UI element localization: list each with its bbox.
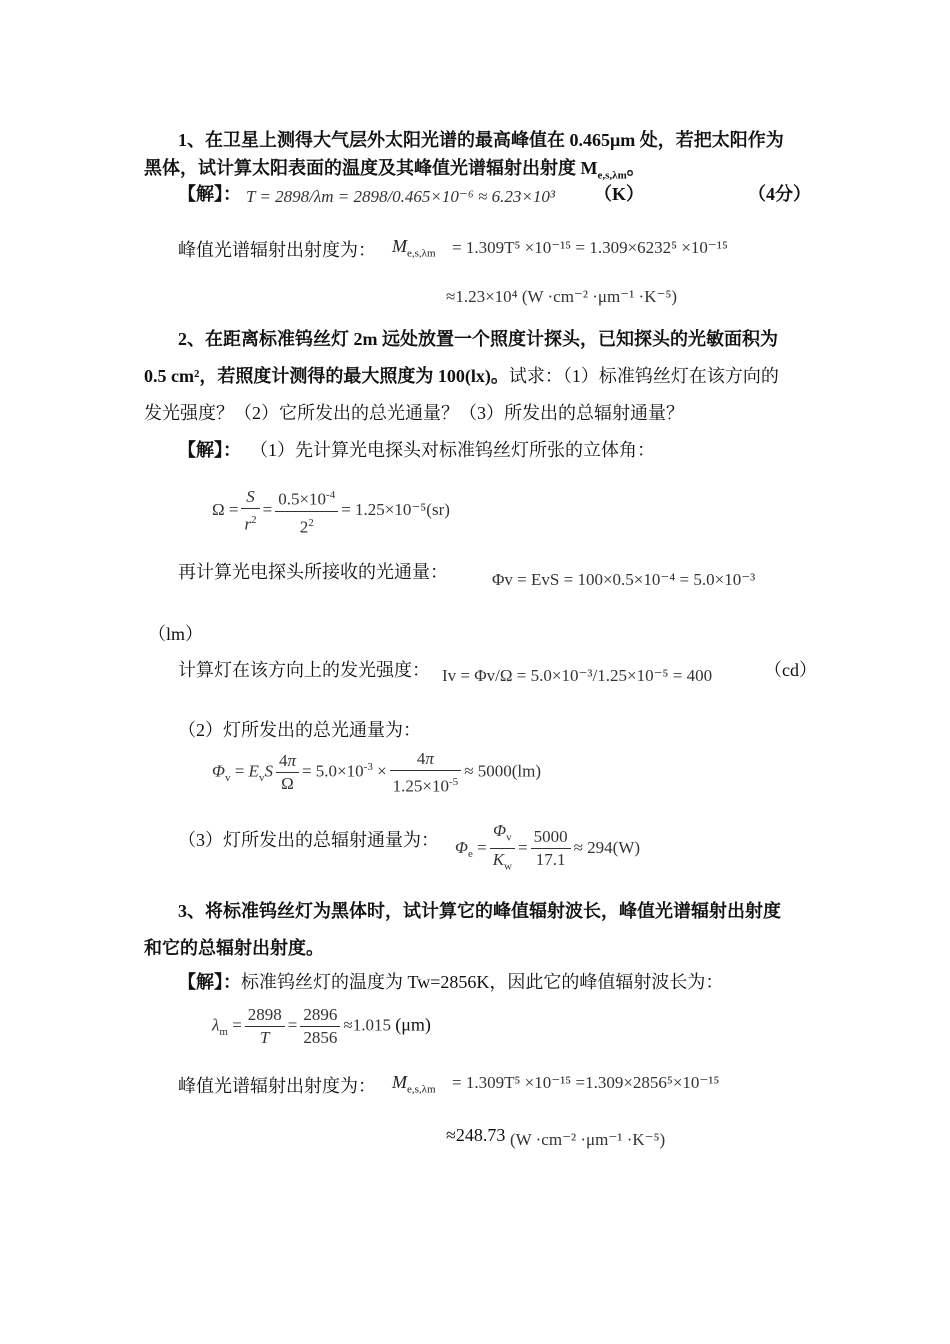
problem2-total-flux-result: ≈ 5000(lm)	[464, 761, 542, 781]
problem1-question-line1: 1、在卫星上测得大气层外太阳光谱的最高峰值在 0.465μm 处，若把太阳作为	[178, 130, 784, 150]
problem3-wavelength-result: ≈1.015	[343, 1015, 391, 1035]
problem3-peak-result: ≈248.73	[446, 1125, 506, 1145]
problem1-peak-equation: = 1.309T⁵ ×10⁻¹⁵ = 1.309×6232⁵ ×10⁻¹⁵	[452, 238, 728, 257]
problem2-step2: （2）灯所发出的总光通量为：	[178, 720, 421, 740]
problem2-intensity-label: 计算灯在该方向上的发光强度：	[178, 660, 430, 680]
problem3-peak-equation: = 1.309T⁵ ×10⁻¹⁵ =1.309×2856⁵×10⁻¹⁵	[452, 1073, 720, 1092]
problem2-jie: 【解】：	[178, 440, 241, 460]
problem3-wavelength-unit: (μm)	[395, 1014, 431, 1035]
problem3-question-line1: 3、将标准钨丝灯为黑体时，试计算它的峰值辐射波长，峰值光谱辐射出射度	[178, 901, 781, 921]
problem1-score: （4分）	[748, 184, 811, 204]
problem3-jie: 【解】：	[178, 972, 241, 992]
problem3-wavelength-equation: $\lambda_m$ = $\frac{2898}{T}$ = $\frac{2896}{2856}$ ≈1.015 (μm)	[212, 1005, 431, 1047]
problem1-question-line2	[144, 154, 645, 182]
problem1-peak-label: 峰值光谱辐射出射度为：	[178, 240, 376, 260]
problem3-temperature-line	[178, 968, 723, 994]
problem2-radiant-flux-equation: $\Phi_e$ = $\frac{\Phi_v}{K_w}$ = $\frac{5000}{17.1}$ ≈ 294(W)	[455, 821, 641, 873]
problem3-temperature-text: 标准钨丝灯的温度为 Tw=2856K，因此它的峰值辐射波长为：	[241, 972, 724, 992]
problem2-step3: （3）灯所发出的总辐射通量为：	[178, 830, 439, 850]
problem2-solid-angle-equation: Ω = $\frac{S}{r^2}$ = $\frac{0.5\times 10^{-4}}{2^2}$ = 1.25×10⁻⁵(sr)	[212, 484, 450, 538]
problem1-peak-symbol: $M_{e,s,\lambda m}$	[392, 236, 436, 260]
problem2-flux-label: 再计算光电探头所接收的光通量：	[178, 562, 448, 582]
problem1-peak-result: ≈1.23×10⁴ (W ·cm⁻² ·μm⁻¹ ·K⁻⁵)	[446, 287, 678, 306]
problem2-intensity-equation: Iv = Φv/Ω = 5.0×10⁻³/1.25×10⁻⁵ = 400	[442, 666, 713, 685]
problem1-question-text: 黑体，试计算太阳表面的温度及其峰值光谱辐射出射度 M	[144, 158, 598, 178]
problem3-peak-unit: (W ·cm⁻² ·μm⁻¹ ·K⁻⁵)	[510, 1130, 666, 1149]
problem2-flux-unit: （lm）	[148, 624, 204, 644]
problem2-question-line3: 发光强度？（2）它所发出的总光通量？（3）所发出的总辐射通量？	[144, 403, 684, 423]
problem2-question-line1: 2、在距离标准钨丝灯 2m 远处放置一个照度计探头，已知探头的光敏面积为	[178, 329, 778, 349]
problem2-step1	[178, 436, 655, 462]
problem2-flux-equation: Φv = EvS = 100×0.5×10⁻⁴ = 5.0×10⁻³	[492, 570, 756, 589]
problem2-total-flux-equation: $\Phi_v = E_vS$ $\frac{4\pi}{\Omega}$ = $5.0\times 10^{-3}$ × $\frac{4\pi}{1.25\times 10^{-5}}$ ≈ 5000(lm)	[212, 749, 542, 796]
problem1-question-subscript: e,s,λm	[597, 169, 627, 182]
problem2-step1-text: （1）先计算光电探头对标准钨丝灯所张的立体角：	[250, 440, 655, 460]
problem2-radiant-flux-result: ≈ 294(W)	[573, 837, 641, 857]
problem3-peak-label: 峰值光谱辐射出射度为：	[178, 1076, 376, 1096]
problem2-question-normal: 试求：（1）标准钨丝灯在该方向的	[508, 366, 779, 386]
problem1-temperature-equation: T = 2898/λm = 2898/0.465×10⁻⁶ ≈ 6.23×10³	[246, 187, 555, 206]
problem1-temperature-unit: （K）	[594, 184, 645, 204]
problem3-question-line2: 和它的总辐射出射度。	[144, 938, 324, 958]
problem1-question-end: 。	[626, 158, 645, 178]
problem2-intensity-unit: （cd）	[764, 660, 817, 680]
problem2-solid-angle-result: = 1.25×10⁻⁵(sr)	[341, 500, 450, 520]
problem3-peak-symbol: $M_{e,s,\lambda m}$	[392, 1072, 436, 1096]
problem1-jie: 【解】：	[178, 184, 241, 204]
problem2-question-bold: 0.5 cm²，若照度计测得的最大照度为 100(lx)。	[144, 366, 509, 386]
problem2-question-line2	[144, 362, 779, 388]
